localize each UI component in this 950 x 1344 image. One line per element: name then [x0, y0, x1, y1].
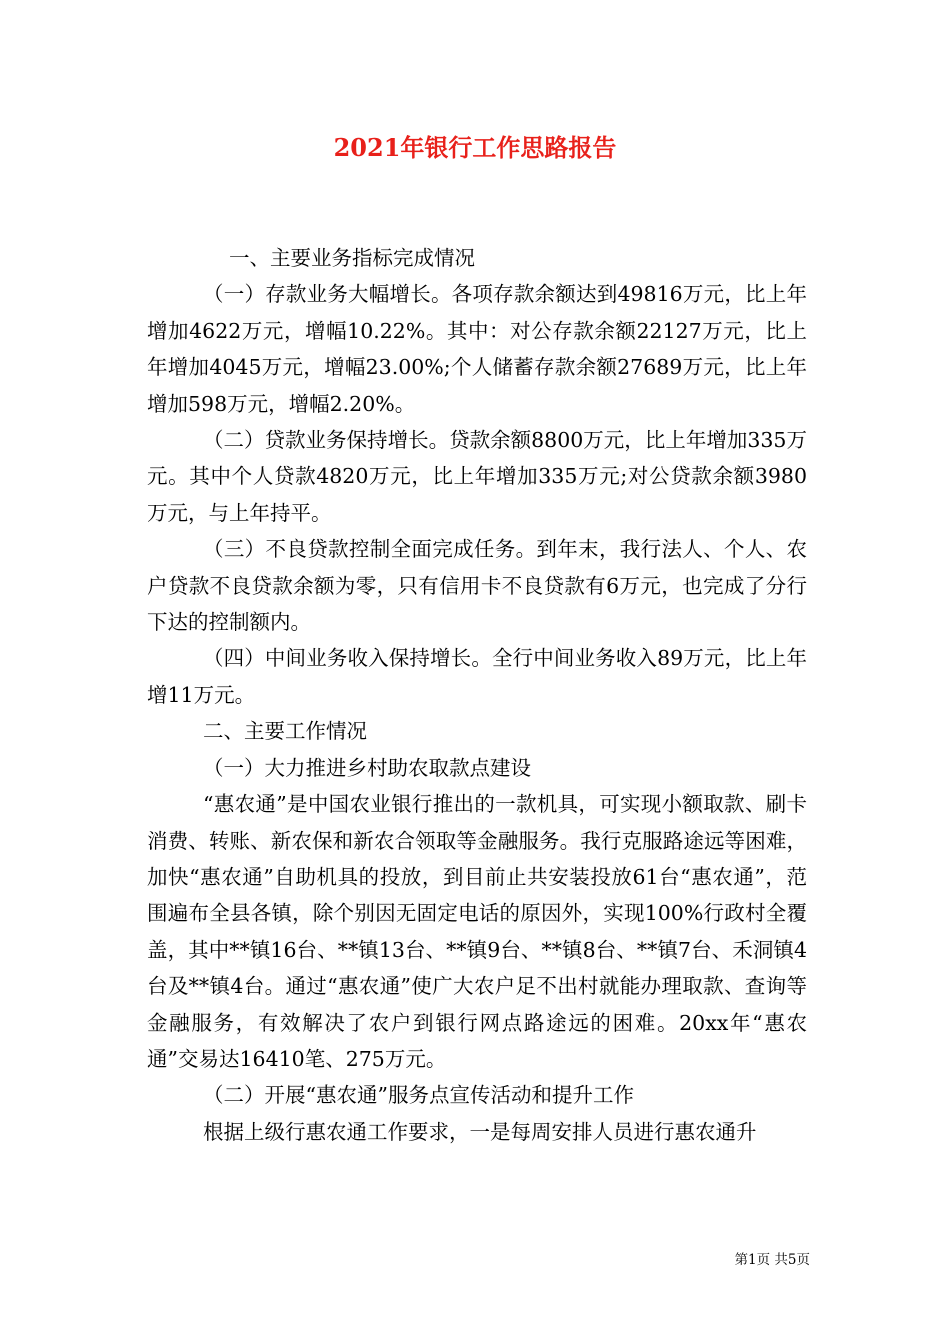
section-heading-2: 二、主要工作情况 [203, 719, 367, 744]
paragraph-intermediate-income: （四）中间业务收入保持增长。全行中间业务收入89万元，比上年增11万元。 [147, 646, 807, 707]
paragraph-huinongtong: “惠农通”是中国农业银行推出的一款机具，可实现小额取款、刷卡消费、转账、新农保和新农合领取等金融服务。我行克服路途远等困难，加快“惠农通”自助机具的投放，到目前止共安装投放61台“惠农通”，范围遍布全县各镇，除个别因无固定电话的原因外，实现100%行政村全覆盖，其中**镇16台、**镇13台、**镇9台、**镇8台、**镇7台、禾洞镇4台及**镇4台。通过“惠农通”使广大农户足不出村就能办理取款、查询等金融服务，有效解决了农户到银行网点路途远的困难。20xx年“惠农通”交易达16410笔、275万元。 [147, 792, 807, 1071]
page-number-footer: 第1页 共5页 [734, 1252, 810, 1268]
document-title: 2021年银行工作思路报告 [333, 133, 617, 162]
paragraph-bad-loans: （三）不良贷款控制全面完成任务。到年末，我行法人、个人、农户贷款不良贷款余额为零，只有信用卡不良贷款有6万元，也完成了分行下达的控制额内。 [147, 537, 807, 635]
subsection-heading-1: （一）大力推进乡村助农取款点建设 [203, 755, 531, 780]
paragraph-deposits: （一）存款业务大幅增长。各项存款余额达到49816万元，比上年增加4622万元，增幅10.22%。其中：对公存款余额22127万元，比上年增加4045万元，增幅23.00%;个人储蓄存款余额27689万元，比上年增加598万元，增幅2.20%。 [147, 282, 807, 416]
paragraph-requirements: 根据上级行惠农通工作要求，一是每周安排人员进行惠农通升 [203, 1119, 757, 1144]
section-heading-1: 一、主要业务指标完成情况 [229, 246, 475, 270]
subsection-heading-2: （二）开展“惠农通”服务点宣传活动和提升工作 [203, 1083, 634, 1108]
paragraph-loans: （二）贷款业务保持增长。贷款余额8800万元，比上年增加335万元。其中个人贷款4820万元，比上年增加335万元;对公贷款余额3980万元，与上年持平。 [147, 428, 807, 525]
document-body [147, 240, 807, 1150]
